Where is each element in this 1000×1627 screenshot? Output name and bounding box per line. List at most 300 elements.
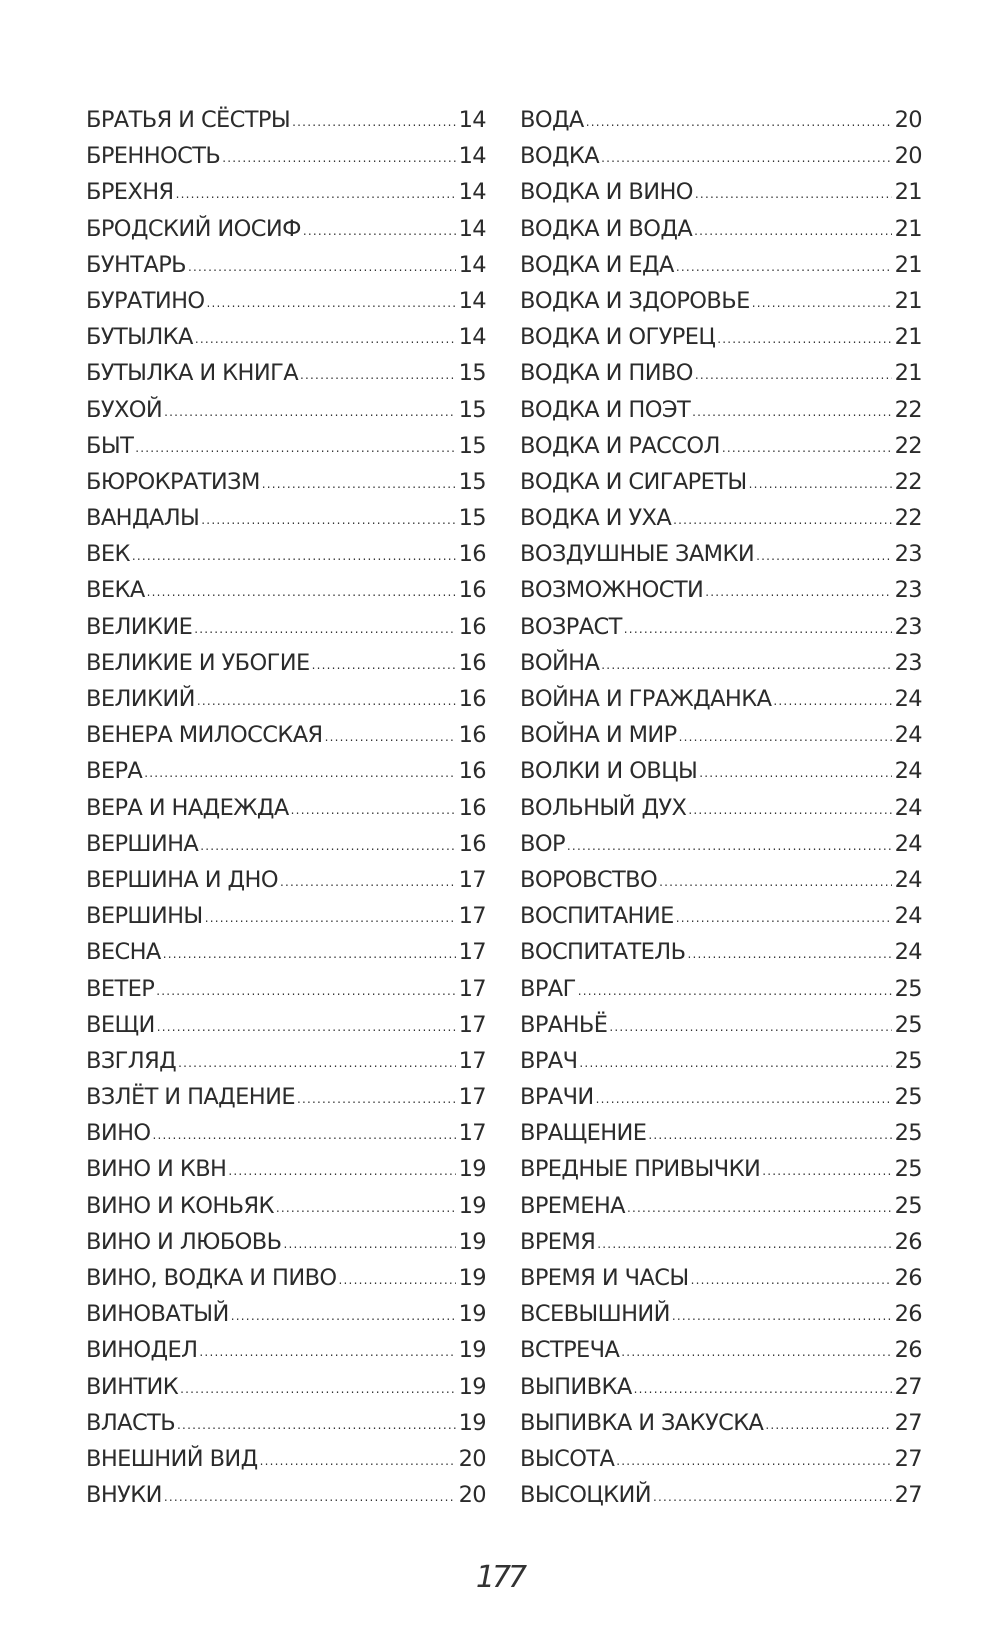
- index-page-reference: 26: [894, 1337, 922, 1364]
- dot-leader: [679, 719, 892, 755]
- index-term: ВОЗРАСТ: [520, 613, 622, 640]
- dot-leader: [178, 1045, 456, 1081]
- index-term: ВИНО, ВОДКА И ПИВО: [86, 1265, 337, 1291]
- index-entry: [520, 536, 922, 572]
- dot-leader: [601, 647, 892, 683]
- index-page-reference: 16: [458, 758, 486, 785]
- dot-leader: [260, 1443, 456, 1479]
- index-page-reference: 24: [894, 866, 922, 893]
- dot-leader: [579, 1045, 892, 1081]
- index-term: ВРАНЬЁ: [520, 1011, 608, 1038]
- index-term: ВРАГ: [520, 975, 576, 1002]
- dot-leader: [177, 1407, 456, 1443]
- dot-leader: [648, 1117, 892, 1153]
- index-entry: [520, 1224, 922, 1260]
- index-entry: [520, 971, 922, 1007]
- index-entry: [520, 826, 922, 862]
- index-entry: [86, 536, 486, 572]
- index-page-reference: 17: [458, 975, 486, 1002]
- index-entry: [86, 211, 486, 247]
- index-page-reference: 16: [458, 686, 486, 712]
- index-term: ВЕСНА: [86, 939, 161, 966]
- index-page-reference: 22: [894, 396, 922, 423]
- dot-leader: [303, 213, 456, 249]
- index-entry: [520, 138, 922, 174]
- index-page-reference: 17: [458, 939, 486, 966]
- index-term: ВЗЛЁТ И ПАДЕНИЕ: [86, 1084, 295, 1111]
- dot-leader: [659, 864, 892, 900]
- index-term: БУНТАРЬ: [86, 251, 187, 278]
- dot-leader: [676, 249, 892, 285]
- index-column-right: [520, 102, 922, 1513]
- index-term: ВОРОВСТВО: [520, 866, 658, 893]
- dot-leader: [765, 1407, 892, 1443]
- index-term: БУТЫЛКА: [86, 324, 193, 351]
- index-page-reference: 20: [458, 1482, 486, 1509]
- dot-leader: [627, 1190, 892, 1226]
- index-term: БРОДСКИЙ ИОСИФ: [86, 215, 301, 242]
- dot-leader: [153, 1117, 457, 1153]
- index-entry: [520, 500, 922, 536]
- index-page-reference: 17: [458, 1047, 486, 1074]
- index-term: ВИНО: [86, 1120, 151, 1147]
- index-entry: [86, 138, 486, 174]
- dot-leader: [705, 574, 892, 610]
- index-page-reference: 22: [894, 468, 922, 495]
- dot-leader: [762, 1153, 892, 1189]
- index-term: ВИНОВАТЫЙ: [86, 1301, 229, 1328]
- dot-leader: [692, 394, 892, 430]
- dot-leader: [616, 1443, 892, 1479]
- index-page-reference: 19: [458, 1228, 486, 1255]
- index-entry: [520, 790, 922, 826]
- index-page-reference: 16: [458, 830, 486, 857]
- index-page-reference: 16: [458, 613, 486, 640]
- index-page-reference: 21: [894, 179, 922, 206]
- dot-leader: [163, 936, 456, 972]
- index-page-reference: 27: [894, 1445, 922, 1472]
- index-term: ВОЗДУШНЫЕ ЗАМКИ: [520, 541, 755, 568]
- dot-leader: [176, 176, 456, 212]
- index-term: ВОСПИТАНИЕ: [520, 903, 674, 930]
- index-term: ВОСПИТАТЕЛЬ: [520, 939, 686, 966]
- dot-leader: [283, 1226, 456, 1262]
- dot-leader: [262, 466, 456, 502]
- index-term: ВЕРШИНА: [86, 830, 199, 857]
- index-page-reference: 14: [458, 287, 486, 314]
- dot-leader: [200, 828, 456, 864]
- index-entry: [520, 283, 922, 319]
- index-entry: [86, 826, 486, 862]
- dot-leader: [144, 755, 456, 791]
- index-term: ВЕЛИКИЙ: [86, 686, 195, 712]
- dot-leader: [687, 936, 892, 972]
- dot-leader: [691, 1262, 892, 1298]
- index-term: ВСЕВЫШНИЙ: [520, 1301, 670, 1328]
- index-page-reference: 25: [894, 1120, 922, 1147]
- index-term: ВРЕДНЫЕ ПРИВЫЧКИ: [520, 1156, 761, 1183]
- index-entry: [86, 1043, 486, 1079]
- index-page-reference: 21: [894, 215, 922, 242]
- index-term: ВОДКА И СИГАРЕТЫ: [520, 468, 747, 495]
- index-entry: [86, 1405, 486, 1441]
- index-page-reference: 23: [894, 649, 922, 676]
- dot-leader: [567, 828, 892, 864]
- index-term: ВРАЧ: [520, 1047, 578, 1074]
- index-term: ВСТРЕЧА: [520, 1337, 620, 1364]
- index-entry: [520, 572, 922, 608]
- index-page-reference: 16: [458, 541, 486, 568]
- index-entry: [86, 898, 486, 934]
- index-page-reference: 25: [894, 975, 922, 1002]
- dot-leader: [773, 683, 892, 719]
- index-entry: [86, 319, 486, 355]
- index-term: ВРЕМЯ: [520, 1228, 596, 1255]
- dot-leader: [222, 140, 456, 176]
- index-page-reference: 19: [458, 1156, 486, 1183]
- index-entry: [86, 1332, 486, 1368]
- dot-leader: [147, 574, 456, 610]
- index-term: ВОДКА И ЕДА: [520, 251, 674, 278]
- index-page-reference: 27: [894, 1482, 922, 1509]
- index-column-left: [86, 102, 486, 1513]
- index-entry: [520, 1296, 922, 1332]
- index-term: ВЗГЛЯД: [86, 1047, 177, 1074]
- index-page-reference: 24: [894, 939, 922, 966]
- dot-leader: [228, 1153, 456, 1189]
- index-entry: [86, 102, 486, 138]
- index-page-reference: 17: [458, 1011, 486, 1038]
- index-page-reference: 26: [894, 1228, 922, 1255]
- index-term: ВОДКА И ЗДОРОВЬЕ: [520, 287, 750, 314]
- index-entry: [86, 283, 486, 319]
- index-term: ВОДА: [520, 107, 584, 133]
- index-term: БУТЫЛКА И КНИГА: [86, 360, 299, 387]
- index-page-reference: 26: [894, 1301, 922, 1328]
- index-entry: [520, 753, 922, 789]
- index-entry: [86, 1007, 486, 1043]
- index-entry: [86, 500, 486, 536]
- index-page-reference: 22: [894, 432, 922, 459]
- dot-leader: [276, 1190, 456, 1226]
- dot-leader: [180, 1371, 456, 1407]
- index-term: ВЕТЕР: [86, 975, 155, 1002]
- dot-leader: [621, 1334, 892, 1370]
- index-page-reference: 20: [894, 107, 922, 133]
- index-entry: [86, 174, 486, 210]
- index-entry: [86, 428, 486, 464]
- index-page-reference: 16: [458, 794, 486, 821]
- index-term: ВОДКА: [520, 143, 600, 170]
- index-page-reference: 19: [458, 1265, 486, 1291]
- dot-leader: [164, 394, 456, 430]
- index-page-reference: 17: [458, 866, 486, 893]
- index-entry: [520, 609, 922, 645]
- dot-leader: [688, 792, 892, 828]
- index-term: ВЕЛИКИЕ И УБОГИЕ: [86, 649, 310, 676]
- index-entry: [86, 1224, 486, 1260]
- index-term: ВОДКА И УХА: [520, 505, 672, 532]
- index-term: ВЕК: [86, 541, 130, 568]
- index-term: ВОЛКИ И ОВЦЫ: [520, 758, 698, 785]
- index-entry: [520, 464, 922, 500]
- dot-leader: [634, 1371, 892, 1407]
- dot-leader: [205, 900, 456, 936]
- index-term: ВРАЩЕНИЕ: [520, 1120, 647, 1147]
- index-page-reference: 25: [894, 1011, 922, 1038]
- index-page-reference: 24: [894, 722, 922, 749]
- index-term: БРЕННОСТЬ: [86, 143, 221, 170]
- index-term: ВОДКА И ПИВО: [520, 360, 693, 387]
- index-entry: [86, 1296, 486, 1332]
- index-entry: [86, 464, 486, 500]
- index-term: ВЛАСТЬ: [86, 1409, 176, 1436]
- index-entry: [520, 717, 922, 753]
- dot-leader: [749, 466, 892, 502]
- index-page-reference: 24: [894, 830, 922, 857]
- index-term: ВОЙНА И МИР: [520, 722, 677, 749]
- index-page-reference: 19: [458, 1301, 486, 1328]
- dot-leader: [586, 104, 892, 140]
- dot-leader: [201, 502, 456, 538]
- index-term: ВОЛЬНЫЙ ДУХ: [520, 794, 687, 821]
- dot-leader: [578, 973, 892, 1009]
- index-page-reference: 25: [894, 1047, 922, 1074]
- index-entry: [86, 392, 486, 428]
- index-term: ВНУКИ: [86, 1482, 162, 1509]
- index-entry: [520, 355, 922, 391]
- index-term: ВИНО И КВН: [86, 1156, 227, 1183]
- dot-leader: [194, 611, 456, 647]
- index-term: ВАНДАЛЫ: [86, 505, 200, 532]
- dot-leader: [676, 900, 892, 936]
- index-page-reference: 15: [458, 432, 486, 459]
- index-term: ВОР: [520, 830, 565, 857]
- index-entry: [86, 681, 486, 717]
- index-entry: [86, 645, 486, 681]
- index-entry: [520, 247, 922, 283]
- index-term: БЫТ: [86, 432, 134, 459]
- dot-leader: [694, 213, 892, 249]
- index-term: ВЕРШИНЫ: [86, 903, 203, 930]
- index-entry: [86, 790, 486, 826]
- index-entry: [86, 1369, 486, 1405]
- index-entry: [520, 862, 922, 898]
- index-entry: [520, 102, 922, 138]
- dot-leader: [672, 1298, 892, 1334]
- index-page-reference: 14: [458, 107, 486, 133]
- dot-leader: [695, 357, 892, 393]
- index-term: ВОЙНА И ГРАЖДАНКА: [520, 686, 772, 712]
- index-term: БРАТЬЯ И СЁСТРЫ: [86, 107, 291, 133]
- index-term: ВЕЩИ: [86, 1011, 155, 1038]
- index-entry: [520, 1007, 922, 1043]
- index-term: ВИНТИК: [86, 1373, 179, 1400]
- dot-leader: [164, 1479, 456, 1515]
- index-page-reference: 25: [894, 1156, 922, 1183]
- index-page-reference: 14: [458, 179, 486, 206]
- index-entry: [520, 934, 922, 970]
- index-entry: [520, 428, 922, 464]
- index-term: ВЫСОЦКИЙ: [520, 1482, 652, 1509]
- dot-leader: [756, 538, 892, 574]
- index-page-reference: 25: [894, 1192, 922, 1219]
- index-term: БРЕХНЯ: [86, 179, 174, 206]
- dot-leader: [300, 357, 456, 393]
- index-page-reference: 25: [894, 1084, 922, 1111]
- index-term: ВЫСОТА: [520, 1445, 615, 1472]
- dot-leader: [609, 1009, 892, 1045]
- index-page-reference: 17: [458, 903, 486, 930]
- index-entry: [520, 1477, 922, 1513]
- index-page-reference: 24: [894, 758, 922, 785]
- dot-leader: [280, 864, 456, 900]
- index-entry: [520, 681, 922, 717]
- dot-leader: [291, 792, 456, 828]
- index-entry: [520, 898, 922, 934]
- dot-leader: [624, 611, 892, 647]
- index-entry: [86, 1260, 486, 1296]
- dot-leader: [297, 1081, 456, 1117]
- index-term: ВЕРА: [86, 758, 143, 785]
- index-page-reference: 14: [458, 324, 486, 351]
- index-entry: [86, 1441, 486, 1477]
- index-page-reference: 22: [894, 505, 922, 532]
- index-term: ВОДКА И ПОЭТ: [520, 396, 691, 423]
- index-entry: [86, 1477, 486, 1513]
- index-page-reference: 19: [458, 1192, 486, 1219]
- index-entry: [86, 609, 486, 645]
- dot-leader: [717, 321, 892, 357]
- index-page-reference: 21: [894, 251, 922, 278]
- index-entry: [86, 862, 486, 898]
- index-term: ВЕКА: [86, 577, 145, 604]
- index-entry: [520, 1369, 922, 1405]
- dot-leader: [156, 973, 456, 1009]
- dot-leader: [601, 140, 892, 176]
- dot-leader: [157, 1009, 456, 1045]
- index-entry: [520, 645, 922, 681]
- index-term: ВОДКА И ВИНО: [520, 179, 693, 206]
- index-page-reference: 26: [894, 1265, 922, 1291]
- dot-leader: [312, 647, 456, 683]
- index-page-reference: 16: [458, 577, 486, 604]
- index-term: ВНЕШНИЙ ВИД: [86, 1445, 258, 1472]
- index-entry: [520, 319, 922, 355]
- index-entry: [520, 392, 922, 428]
- dot-leader: [722, 430, 892, 466]
- index-page-reference: 21: [894, 360, 922, 387]
- index-entry: [86, 247, 486, 283]
- dot-leader: [231, 1298, 456, 1334]
- index-page-reference: 15: [458, 360, 486, 387]
- index-entry: [520, 174, 922, 210]
- index-term: ВОДКА И РАССОЛ: [520, 432, 720, 459]
- dot-leader: [699, 755, 892, 791]
- dot-leader: [135, 430, 456, 466]
- index-term: ВОЗМОЖНОСТИ: [520, 577, 704, 604]
- index-entry: [86, 1079, 486, 1115]
- index-page-reference: 20: [458, 1445, 486, 1472]
- index-page-reference: 24: [894, 903, 922, 930]
- index-term: ВЕЛИКИЕ: [86, 613, 193, 640]
- dot-leader: [339, 1262, 456, 1298]
- dot-leader: [197, 683, 456, 719]
- index-entry: [86, 355, 486, 391]
- index-entry: [520, 1441, 922, 1477]
- dot-leader: [752, 285, 892, 321]
- index-page-reference: 19: [458, 1337, 486, 1364]
- index-page-reference: 15: [458, 396, 486, 423]
- index-term: ВРЕМЕНА: [520, 1192, 625, 1219]
- index-term: ВРАЧИ: [520, 1084, 594, 1111]
- index-term: ВЫПИВКА И ЗАКУСКА: [520, 1409, 764, 1436]
- index-page-reference: 15: [458, 505, 486, 532]
- index-page-reference: 21: [894, 287, 922, 314]
- index-entry: [86, 1115, 486, 1151]
- index-page-reference: 16: [458, 649, 486, 676]
- index-entry: [520, 1151, 922, 1187]
- index-term: ВИНО И ЛЮБОВЬ: [86, 1228, 282, 1255]
- index-term: БЮРОКРАТИЗМ: [86, 468, 260, 495]
- index-entry: [86, 934, 486, 970]
- index-term: ВЕРА И НАДЕЖДА: [86, 794, 289, 821]
- index-term: ВОДКА И ВОДА: [520, 215, 693, 242]
- index-page-reference: 14: [458, 251, 486, 278]
- index-term: БУХОЙ: [86, 396, 163, 423]
- index-entry: [520, 1043, 922, 1079]
- index-page-reference: 16: [458, 722, 486, 749]
- index-term: ВЕРШИНА И ДНО: [86, 866, 278, 893]
- index-term: ВОЙНА: [520, 649, 600, 676]
- dot-leader: [653, 1479, 892, 1515]
- index-entry: [520, 1188, 922, 1224]
- index-page-reference: 17: [458, 1120, 486, 1147]
- index-page-reference: 15: [458, 468, 486, 495]
- index-term: ВИНОДЕЛ: [86, 1337, 198, 1364]
- index-term: ВИНО И КОНЬЯК: [86, 1192, 274, 1219]
- index-page-reference: 14: [458, 215, 486, 242]
- index-entry: [86, 717, 486, 753]
- index-entry: [86, 572, 486, 608]
- index-page-reference: 17: [458, 1084, 486, 1111]
- index-page-reference: 23: [894, 541, 922, 568]
- index-page-reference: 14: [458, 143, 486, 170]
- dot-leader: [695, 176, 892, 212]
- index-page-reference: 27: [894, 1409, 922, 1436]
- index-entry: [520, 1260, 922, 1296]
- index-entry: [520, 211, 922, 247]
- dot-leader: [596, 1081, 892, 1117]
- index-page-reference: 20: [894, 143, 922, 170]
- index-page-reference: 19: [458, 1409, 486, 1436]
- index-entry: [86, 753, 486, 789]
- index-page-reference: 23: [894, 613, 922, 640]
- index-term: ВЕНЕРА МИЛОССКАЯ: [86, 722, 323, 749]
- index-page-reference: 24: [894, 686, 922, 712]
- dot-leader: [132, 538, 456, 574]
- dot-leader: [292, 104, 456, 140]
- index-term: ВЫПИВКА: [520, 1373, 632, 1400]
- dot-leader: [325, 719, 456, 755]
- index-page-reference: 19: [458, 1373, 486, 1400]
- index-entry: [520, 1332, 922, 1368]
- dot-leader: [199, 1334, 456, 1370]
- index-entry: [86, 971, 486, 1007]
- index-page-reference: 21: [894, 324, 922, 351]
- index-entry: [86, 1151, 486, 1187]
- dot-leader: [207, 285, 456, 321]
